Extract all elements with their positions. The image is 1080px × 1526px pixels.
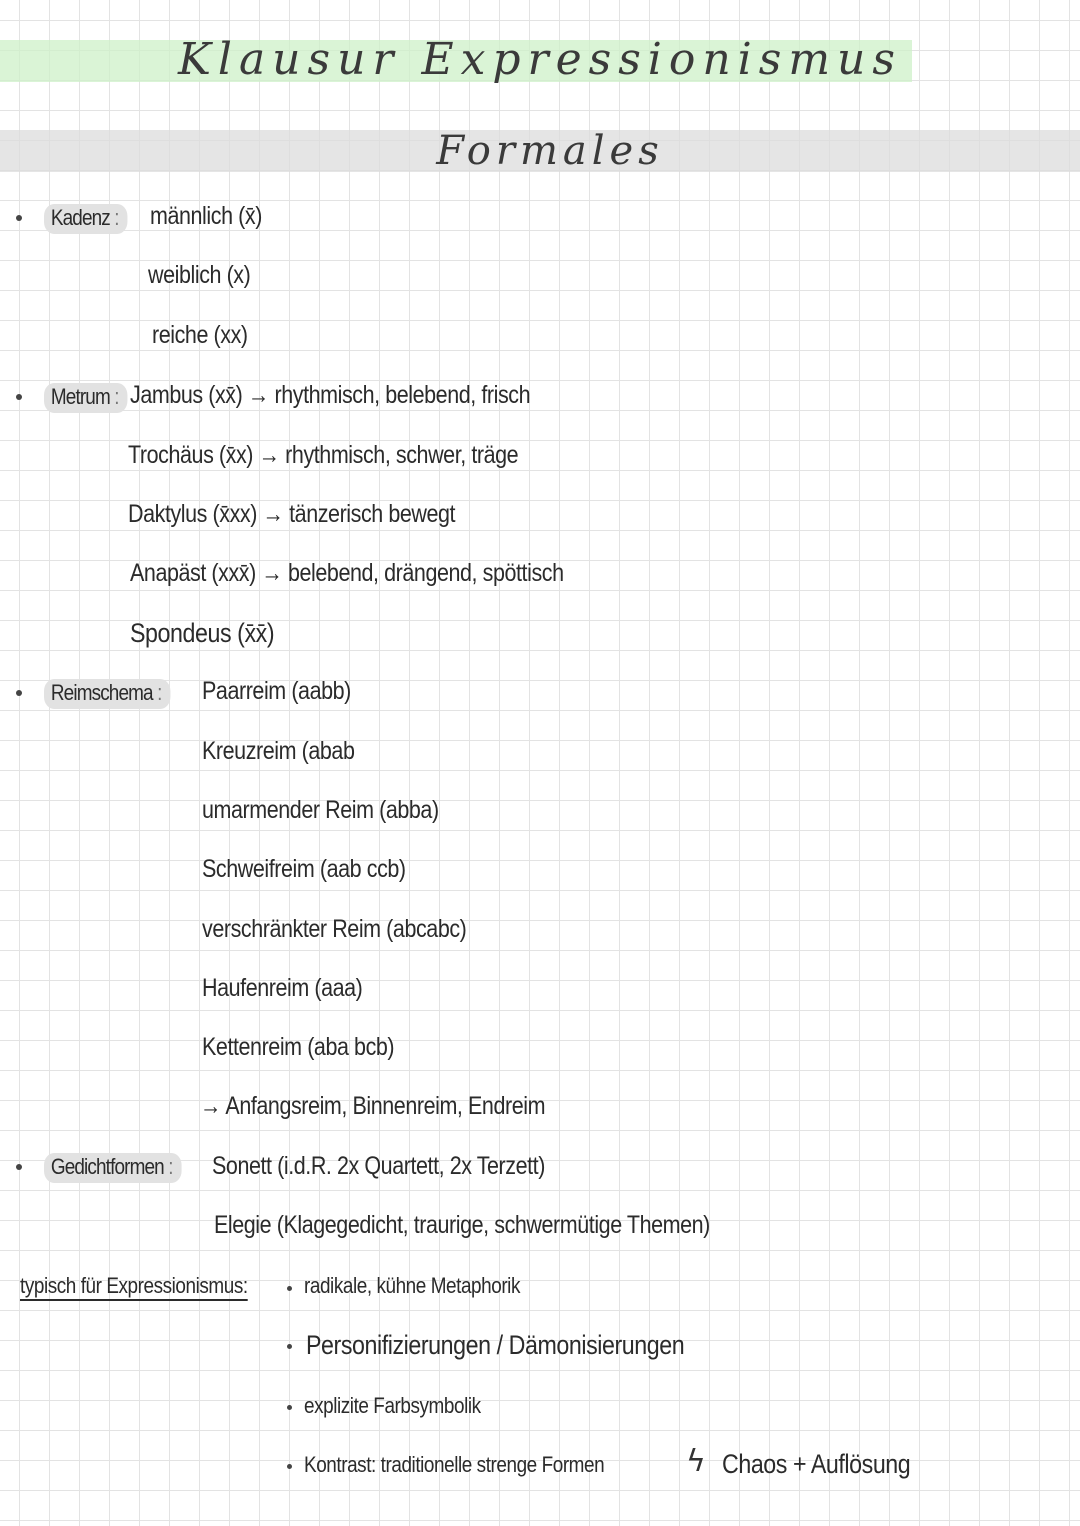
bullet-dot [16,394,22,400]
typisch-item: Chaos + Auflösung [722,1449,911,1479]
bullet-dot [287,1405,292,1410]
bullet-dot [16,1164,22,1170]
reimschema-item: Haufenreim (aaa) [202,974,363,1002]
kadenz-item: weiblich (x) [148,261,251,289]
metrum-item: Trochäus (x̄x) → rhythmisch, schwer, träge [128,441,519,469]
reimschema-item: Kettenreim (aba bcb) [202,1033,395,1061]
reimschema-item: Paarreim (aabb) [202,677,351,705]
metrum-item: Anapäst (xxx̄) → belebend, drängend, spöttisch [130,559,564,587]
bullet-dot [16,215,22,221]
typisch-item: explizite Farbsymbolik [304,1393,481,1418]
reimschema-item: Kreuzreim (abab [202,737,355,765]
metrum-item: Daktylus (x̄xx) → tänzerisch bewegt [128,500,456,528]
label-reimschema: Reimschema : [44,679,170,709]
bullet-dot [287,1464,292,1469]
reimschema-item: Schweifreim (aab ccb) [202,855,406,883]
gedichtformen-item: Sonett (i.d.R. 2x Quartett, 2x Terzett) [212,1152,545,1180]
typisch-item: radikale, kühne Metaphorik [304,1273,520,1298]
bullet-dot [287,1344,292,1349]
typisch-item: Kontrast: traditionelle strenge Formen [304,1452,605,1477]
page-title: Klausur Expressionismus [178,34,902,85]
label-gedichtformen: Gedichtformen : [44,1153,181,1183]
label-typisch: typisch für Expressionismus: [20,1273,248,1298]
reimschema-item: umarmender Reim (abba) [202,796,439,824]
metrum-item: Jambus (xx̄) → rhythmisch, belebend, frisch [130,381,531,409]
bullet-dot [16,690,22,696]
bullet-dot [287,1286,292,1291]
typisch-item: Personifizierungen / Dämonisierungen [306,1330,685,1360]
reimschema-item: verschränkter Reim (abcabc) [202,915,467,943]
metrum-item: Spondeus (x̄x̄) [130,618,275,648]
label-kadenz: Kadenz : [44,204,127,234]
kadenz-item: reiche (xx) [152,321,248,349]
section-subtitle: Formales [436,128,664,174]
lightning-icon: ϟ [686,1444,706,1479]
reimschema-item: → Anfangsreim, Binnenreim, Endreim [200,1092,546,1120]
label-metrum: Metrum : [44,383,127,413]
gedichtformen-item: Elegie (Klagegedicht, traurige, schwermütige Themen) [214,1211,710,1239]
kadenz-item: männlich (x̄) [150,202,262,230]
